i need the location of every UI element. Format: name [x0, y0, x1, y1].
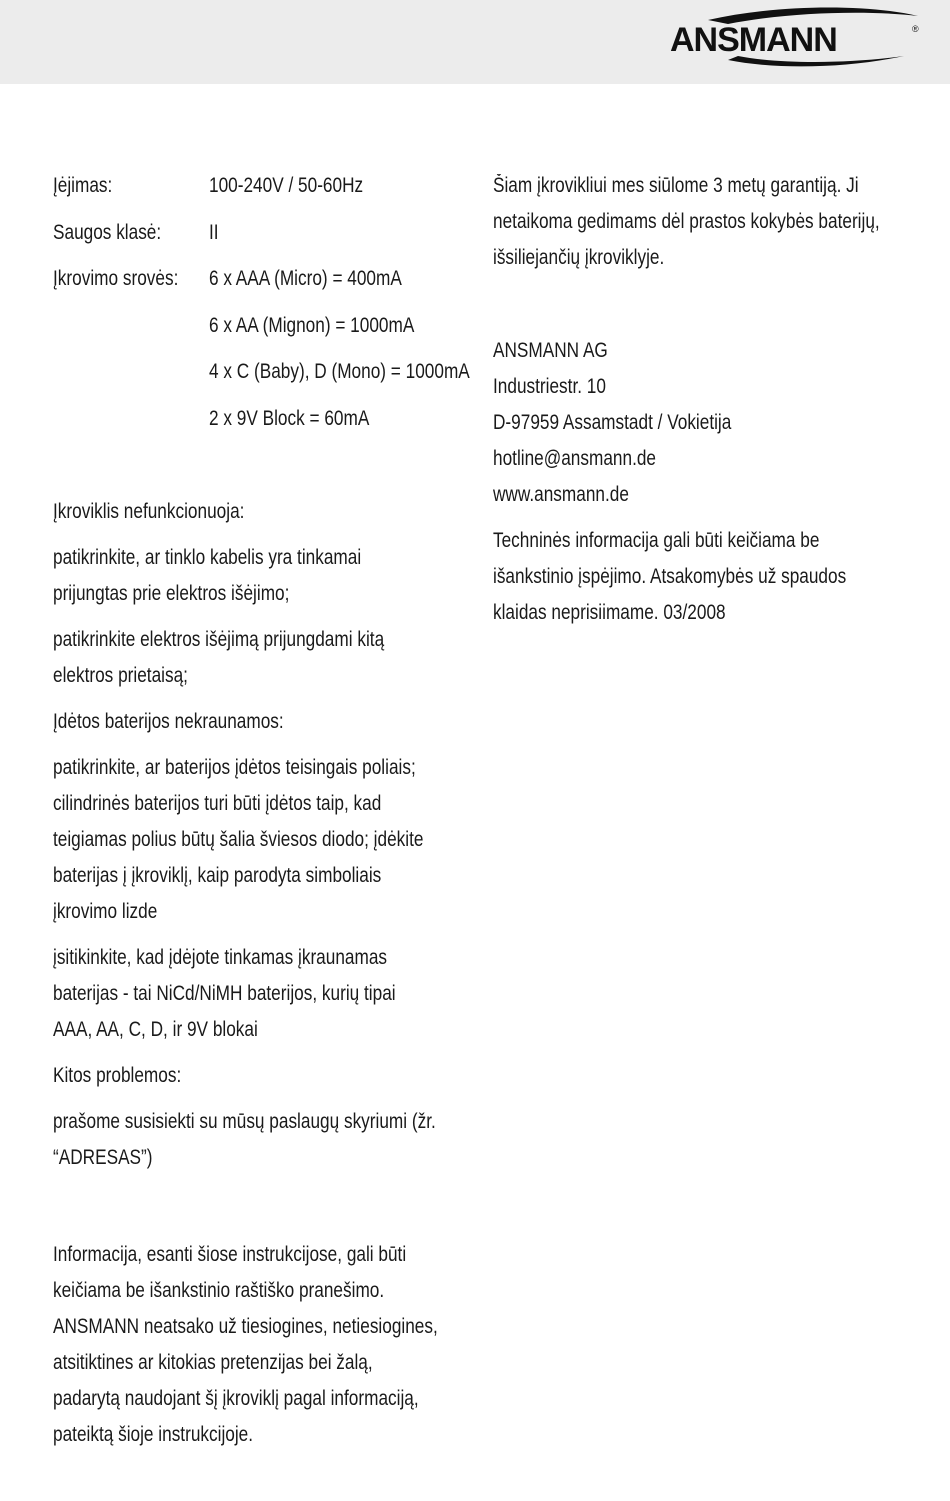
spec-value: 6 x AAA (Micro) = 400mA [209, 267, 402, 290]
spec-row [53, 261, 463, 308]
website: www.ansmann.de [493, 483, 629, 506]
spec-label: Įkrovimo srovės: [53, 267, 179, 290]
troubleshooting-heading: Įkroviklis nefunkcionuoja: [53, 500, 245, 523]
spec-row [53, 215, 463, 262]
text-line: Techninės informacija gali būti keičiama be [493, 529, 820, 552]
left-column [53, 168, 470, 1176]
logo-text: ANSMANN [670, 21, 837, 59]
text-line: prijungtas prie elektros išėjimo; [53, 582, 290, 605]
spec-label: Įėjimas: [53, 174, 113, 197]
address-block [493, 333, 933, 513]
paragraph [53, 622, 463, 694]
paragraph [53, 940, 463, 1048]
spec-row [53, 354, 470, 401]
text-line: išankstinio įspėjimo. Atsakomybės už spaudos [493, 565, 847, 588]
paragraph [53, 540, 463, 612]
street-address: Industriestr. 10 [493, 375, 606, 398]
text-line: klaidas neprisiimame. 03/2008 [493, 601, 726, 624]
text-line: pateiktą šioje instrukcijoje. [53, 1423, 254, 1446]
spec-value: 2 x 9V Block = 60mA [209, 406, 370, 430]
text-line: elektros prietaisą; [53, 664, 188, 687]
paragraph [53, 1237, 463, 1453]
paragraph [53, 1104, 463, 1176]
text-line: patikrinkite, ar baterijos įdėtos teisingais poliais; [53, 756, 416, 779]
text-line: keičiama be išankstinio raštiško pranešimo. [53, 1279, 385, 1302]
text-line: įkrovimo lizde [53, 900, 158, 923]
text-line: įsitikinkite, kad įdėjote tinkamas įkraunamas [53, 946, 388, 969]
text-line: teigiamas polius būtų šalia šviesos diodo; įdėkite [53, 828, 424, 851]
text-line: netaikoma gedimams dėl prastos kokybės baterijų, [493, 210, 880, 233]
warranty-paragraph [493, 168, 933, 276]
text-line: baterijas - tai NiCd/NiMH baterijos, kurių tipai [53, 982, 396, 1005]
text-line: atsitiktines ar kitokias pretenzijas bei žalą, [53, 1351, 373, 1374]
hotline-email: hotline@ansmann.de [493, 447, 657, 470]
text-line: AAA, AA, C, D, ir 9V blokai [53, 1018, 258, 1041]
text-line: baterijas į įkroviklį, kaip parodyta simboliais [53, 864, 382, 887]
page-header [0, 0, 950, 84]
text-line: padarytą naudojant šį įkroviklį pagal informaciją, [53, 1387, 419, 1410]
spec-value: 6 x AA (Mignon) = 1000mA [209, 313, 415, 337]
spec-value: 100-240V / 50-60Hz [209, 174, 364, 197]
text-line: išsiliejančių įkroviklyje. [493, 246, 665, 269]
spec-value: II [209, 220, 219, 244]
paragraph [53, 750, 463, 930]
text-line: patikrinkite elektros išėjimą prijungdami kitą [53, 628, 385, 651]
text-line: cilindrinės baterijos turi būti įdėtos taip, kad [53, 792, 382, 815]
text-line: Šiam įkrovikliui mes siūlome 3 metų garantiją. Ji [493, 174, 859, 197]
text-line: prašome susisiekti su mūsų paslaugų skyriumi (žr. [53, 1110, 436, 1133]
spec-label: Saugos klasė: [53, 220, 162, 244]
text-line: “ADRESAS”) [53, 1146, 153, 1169]
text-line: patikrinkite, ar tinklo kabelis yra tinkamai [53, 546, 362, 569]
disclaimer-section [53, 1237, 463, 1453]
troubleshooting-heading: Įdėtos baterijos nekraunamos: [53, 710, 284, 733]
spec-row [53, 401, 463, 448]
spec-row [53, 168, 463, 215]
ansmann-logo [668, 6, 928, 72]
specs-table [53, 168, 470, 447]
registered-mark: ® [912, 24, 919, 34]
city-country: D-97959 Assamstadt / Vokietija [493, 411, 732, 434]
spec-value: 4 x C (Baby), D (Mono) = 1000mA [209, 360, 470, 383]
spec-row [53, 308, 463, 355]
troubleshooting-heading: Kitos problemos: [53, 1064, 182, 1087]
right-column [493, 168, 933, 631]
text-line: ANSMANN neatsako už tiesiogines, netiesiogines, [53, 1315, 438, 1338]
troubleshooting-section [53, 494, 463, 1176]
company-name: ANSMANN AG [493, 339, 608, 362]
technical-note [493, 523, 933, 631]
text-line: Informacija, esanti šiose instrukcijose, gali būti [53, 1243, 407, 1266]
